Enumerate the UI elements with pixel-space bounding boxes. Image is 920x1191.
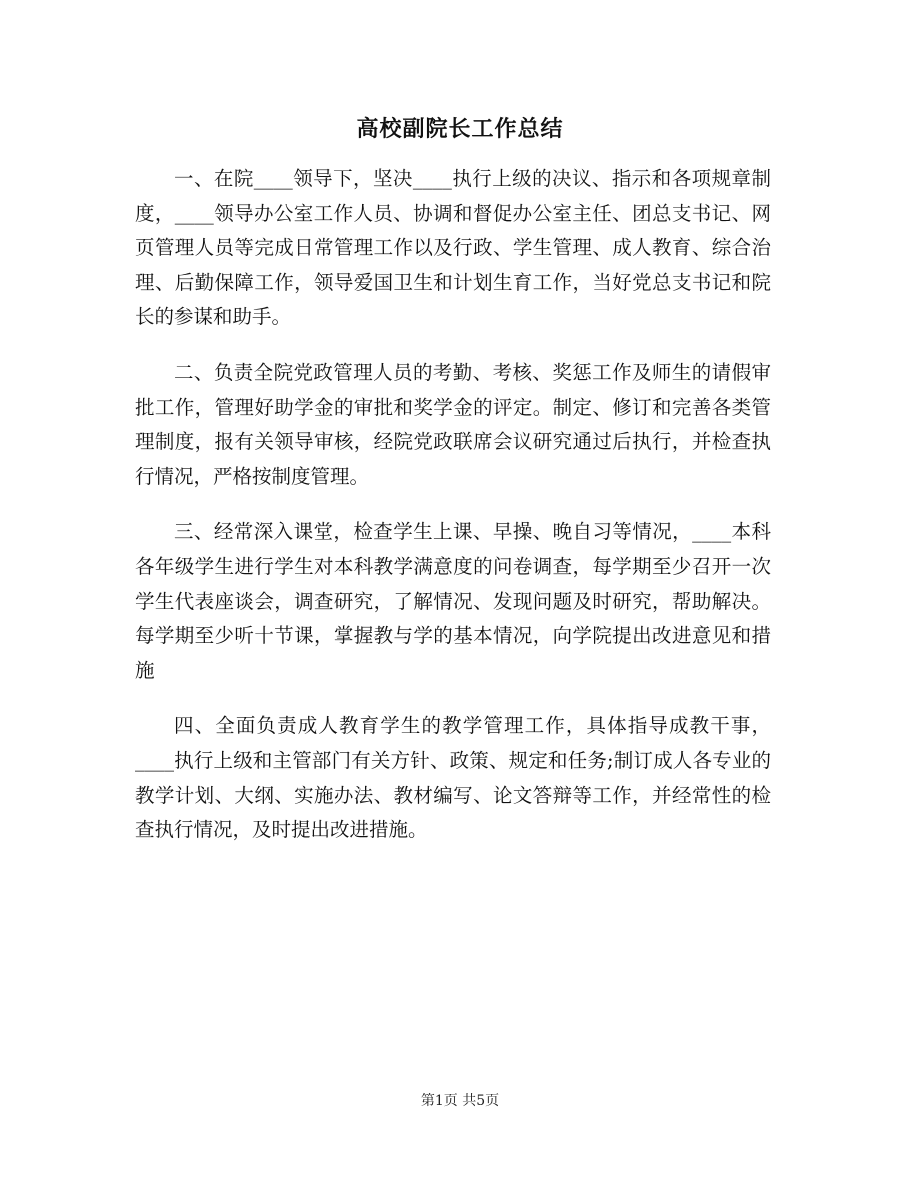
paragraph-1: 一、在院____领导下，坚决____执行上级的决议、指示和各项规章制度，____领导办公室工作人员、协调和督促办公室主任、团总支书记、网页管理人员等完成日常管理工作以及行政、学生管理、成人教育、综合治理、后勤保障工作，领导爱国卫生和计划生育工作，当好党总支书记和院长的参谋和助手。 [135, 167, 771, 329]
document-body [135, 162, 771, 869]
document-title: 高校副院长工作总结 [356, 116, 564, 142]
paragraph-3: 三、经常深入课堂，检查学生上课、早操、晚自习等情况，____本科各年级学生进行学生对本科教学满意度的问卷调查，每学期至少召开一次学生代表座谈会，调查研究，了解情况、发现问题及时研究，帮助解决。每学期至少听十节课，掌握教与学的基本情况，向学院提出改进意见和措施 [135, 520, 771, 682]
page-footer: 第1页 共5页 [420, 1093, 500, 1109]
paragraph-2: 二、负责全院党政管理人员的考勤、考核、奖惩工作及师生的请假审批工作，管理好助学金的审批和奖学金的评定。制定、修订和完善各类管理制度，报有关领导审核，经院党政联席会议研究通过后执行，并检查执行情况，严格按制度管理。 [135, 360, 771, 488]
paragraph-4: 四、全面负责成人教育学生的教学管理工作，具体指导成教干事，____执行上级和主管部门有关方针、政策、规定和任务;制订成人各专业的教学计划、大纲、实施办法、教材编写、论文答辩等工作，并经常性的检查执行情况，及时提出改进措施。 [135, 714, 771, 842]
